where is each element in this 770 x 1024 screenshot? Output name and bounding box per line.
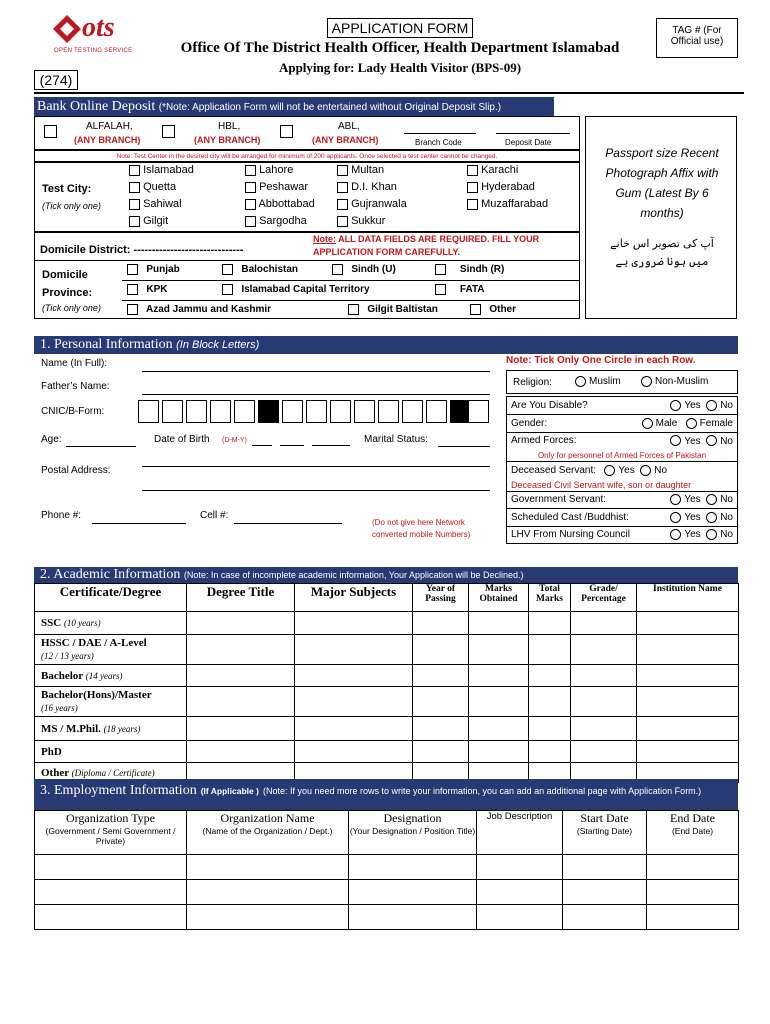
test-center-note: Note: Test Center in the desired city will be arranged for minimum of 200 applicants. Once selected a test center cannot be changed. bbox=[34, 150, 580, 162]
checkbox-icon[interactable] bbox=[129, 165, 140, 176]
armed-no[interactable]: No bbox=[706, 436, 733, 447]
col-major-subjects: Major Subjects bbox=[295, 584, 413, 612]
city-gilgit[interactable]: Gilgit bbox=[129, 215, 168, 227]
logo-text: ots bbox=[82, 12, 115, 43]
row-main: Other bbox=[41, 766, 69, 779]
checkbox-icon[interactable] bbox=[348, 304, 359, 315]
cell[interactable] bbox=[187, 905, 349, 930]
cell[interactable] bbox=[295, 687, 413, 717]
header-title: Job Description bbox=[486, 811, 553, 822]
table-row bbox=[35, 665, 739, 687]
deposit-date-label: Deposit Date bbox=[505, 138, 552, 147]
deceased-no[interactable]: No bbox=[640, 465, 667, 476]
col-certificate: Certificate/Degree bbox=[35, 584, 187, 612]
age-field[interactable] bbox=[66, 446, 136, 447]
disable-yes[interactable]: Yes bbox=[670, 400, 700, 411]
applying-for bbox=[200, 60, 600, 76]
cnic-label: CNIC/B-Form: bbox=[41, 406, 105, 417]
col-org-name bbox=[187, 811, 349, 855]
province-kpk[interactable]: KPK bbox=[127, 284, 167, 295]
armed-label: Armed Forces: bbox=[511, 435, 577, 447]
checkbox-icon[interactable] bbox=[127, 284, 138, 295]
marital-field[interactable] bbox=[438, 446, 490, 447]
col-start-date bbox=[563, 811, 647, 855]
lhv-row bbox=[507, 526, 738, 544]
row-sub: (14 years) bbox=[85, 670, 123, 681]
cell[interactable] bbox=[35, 880, 187, 905]
row-main: Bachelor bbox=[41, 669, 83, 682]
radio-icon[interactable] bbox=[670, 512, 681, 523]
cell[interactable] bbox=[637, 665, 739, 687]
armed-yes[interactable]: Yes bbox=[670, 436, 700, 447]
cell[interactable] bbox=[477, 880, 563, 905]
hbl-branch: (ANY BRANCH) bbox=[194, 135, 261, 145]
religion-non-muslim[interactable]: Non-Muslim bbox=[641, 376, 708, 387]
cell[interactable] bbox=[413, 665, 469, 687]
checkbox-icon[interactable] bbox=[129, 199, 140, 210]
city-muzaffarabad[interactable]: Muzaffarabad bbox=[467, 198, 548, 210]
bank-heading-bar bbox=[34, 97, 554, 116]
city-abbottabad[interactable]: Abbottabad bbox=[245, 198, 315, 210]
col-total: Total Marks bbox=[529, 584, 571, 612]
row-sub: (12 / 13 years) bbox=[41, 650, 94, 661]
checkbox-icon[interactable] bbox=[337, 165, 348, 176]
form-title: APPLICATION FORM bbox=[327, 18, 473, 38]
govt-yes[interactable]: Yes bbox=[670, 494, 700, 505]
radio-icon[interactable] bbox=[670, 494, 681, 505]
row-main: Bachelor(Hons)/Master bbox=[41, 688, 152, 701]
checkbox-icon[interactable] bbox=[129, 182, 140, 193]
checkbox-icon[interactable] bbox=[337, 216, 348, 227]
checkbox-icon[interactable] bbox=[467, 165, 478, 176]
cell[interactable] bbox=[187, 855, 349, 880]
gender-female[interactable]: Female bbox=[686, 418, 733, 429]
checkbox-icon[interactable] bbox=[337, 199, 348, 210]
cell[interactable] bbox=[563, 855, 647, 880]
header-sub: (Name of the Organization / Dept.) bbox=[202, 826, 333, 836]
abl-branch: (ANY BRANCH) bbox=[312, 135, 379, 145]
bank-heading: Bank Online Deposit bbox=[37, 99, 156, 114]
province-gb[interactable]: Gilgit Baltistan bbox=[348, 304, 438, 315]
cnic-grid[interactable] bbox=[138, 400, 490, 424]
tick-note: Note: Tick Only One Circle in each Row. bbox=[506, 355, 696, 366]
employment-title: 3. Employment Information bbox=[40, 783, 197, 798]
dob-format: (D-M-Y) bbox=[222, 437, 247, 444]
cell[interactable] bbox=[413, 741, 469, 763]
phone-label: Phone #: bbox=[41, 510, 82, 521]
row-main: HSSC / DAE / A-Level bbox=[41, 636, 147, 649]
govt-row bbox=[507, 491, 738, 509]
header-sub: (Government / Semi Government / Private) bbox=[45, 826, 176, 846]
radio-icon[interactable] bbox=[706, 512, 717, 523]
header-title: Start Date bbox=[580, 811, 629, 825]
checkbox-icon[interactable] bbox=[129, 216, 140, 227]
city-sargodha[interactable]: Sargodha bbox=[245, 215, 307, 227]
dob-day-line bbox=[252, 445, 272, 446]
domicile-hint: (Tick only one) bbox=[42, 303, 101, 313]
table-row bbox=[35, 612, 739, 635]
cell[interactable] bbox=[529, 687, 571, 717]
header-sub: (Starting Date) bbox=[576, 826, 633, 836]
cell[interactable] bbox=[637, 635, 739, 665]
hbl-checkbox[interactable] bbox=[162, 125, 175, 138]
required-note-prefix: Note: bbox=[313, 234, 336, 244]
branch-code-field[interactable] bbox=[404, 133, 476, 134]
radio-icon[interactable] bbox=[706, 494, 717, 505]
checkbox-icon[interactable] bbox=[467, 182, 478, 193]
post-name: Lady Health Visitor (BPS-09) bbox=[357, 60, 522, 75]
cell[interactable] bbox=[413, 612, 469, 635]
cell[interactable] bbox=[295, 717, 413, 741]
cell[interactable] bbox=[469, 741, 529, 763]
photo-urdu-2: میں ہونا ضروری ہے bbox=[615, 256, 709, 268]
cell[interactable] bbox=[647, 855, 739, 880]
cell[interactable] bbox=[563, 905, 647, 930]
office-title: Office Of The District Health Officer, Health Department Islamabad bbox=[180, 40, 620, 56]
col-end-date bbox=[647, 811, 739, 855]
radio-icon[interactable] bbox=[670, 529, 681, 540]
gender-label: Gender: bbox=[511, 417, 548, 429]
cell[interactable] bbox=[187, 665, 295, 687]
header-title: Organization Type bbox=[65, 811, 156, 825]
hbl-label: HBL, bbox=[218, 121, 241, 132]
tag-box bbox=[656, 18, 738, 58]
header-title: Organization Name bbox=[220, 811, 315, 825]
name-field[interactable] bbox=[142, 371, 490, 372]
cell[interactable] bbox=[469, 635, 529, 665]
row-sub: (18 years) bbox=[103, 723, 141, 734]
cell[interactable] bbox=[35, 905, 187, 930]
required-note-text: ALL DATA FIELDS ARE REQUIRED. FILL YOUR APPLICATION FORM CAREFULLY. bbox=[313, 234, 540, 257]
cell[interactable] bbox=[469, 687, 529, 717]
row-sub: (10 years) bbox=[63, 618, 101, 628]
cell[interactable] bbox=[187, 741, 295, 763]
radio-icon[interactable] bbox=[575, 376, 586, 387]
cell[interactable] bbox=[529, 665, 571, 687]
cell[interactable] bbox=[35, 855, 187, 880]
divider bbox=[34, 260, 580, 261]
gender-male[interactable]: Male bbox=[642, 418, 678, 429]
academic-note: (Note: In case of incomplete academic information, Your Application will be Declined.) bbox=[183, 570, 524, 580]
header-title: End Date bbox=[670, 811, 715, 825]
test-city-hint: (Tick only one) bbox=[42, 201, 101, 211]
province-fata[interactable]: FATA bbox=[435, 284, 485, 295]
postal-field-1[interactable] bbox=[142, 466, 490, 467]
employment-table bbox=[34, 810, 739, 930]
radio-icon[interactable] bbox=[706, 400, 717, 411]
cell[interactable] bbox=[477, 905, 563, 930]
cell[interactable] bbox=[187, 612, 295, 635]
marital-label: Marital Status: bbox=[364, 434, 428, 445]
academic-heading-bar bbox=[34, 567, 738, 583]
cell[interactable] bbox=[571, 635, 637, 665]
cell[interactable] bbox=[571, 612, 637, 635]
table-row bbox=[35, 855, 739, 880]
photo-urdu-1: آپ کی تصویر اس خانے bbox=[610, 238, 714, 250]
cell[interactable] bbox=[413, 635, 469, 665]
col-year: Year of Passing bbox=[413, 584, 469, 612]
checkbox-icon[interactable] bbox=[127, 264, 138, 275]
checkbox-icon[interactable] bbox=[222, 264, 233, 275]
dob-label: Date of Birth bbox=[154, 434, 210, 445]
radio-icon[interactable] bbox=[642, 418, 653, 429]
radio-icon[interactable] bbox=[640, 465, 651, 476]
city-sahiwal[interactable]: Sahiwal bbox=[129, 198, 182, 210]
cnic-boxes[interactable] bbox=[138, 400, 490, 424]
father-field[interactable] bbox=[142, 394, 490, 395]
checkbox-icon[interactable] bbox=[127, 304, 138, 315]
radio-icon[interactable] bbox=[706, 529, 717, 540]
cell[interactable] bbox=[349, 905, 477, 930]
abl-label: ABL, bbox=[338, 121, 360, 132]
applying-label: Applying for: bbox=[278, 60, 355, 75]
name-label: Name (In Full): bbox=[41, 358, 108, 369]
religion-row bbox=[506, 370, 738, 394]
armed-note: Only for personnel of Armed Forces of Pakistan bbox=[507, 450, 738, 462]
header-rule bbox=[34, 92, 744, 94]
domicile-district-field[interactable]: ------------------------------ bbox=[133, 244, 244, 256]
city-multan[interactable]: Multan bbox=[337, 164, 384, 176]
divider bbox=[122, 300, 580, 301]
cell[interactable] bbox=[529, 741, 571, 763]
employment-applicable: (If Applicable ) bbox=[200, 786, 259, 796]
domicile-district bbox=[40, 244, 243, 256]
cell[interactable] bbox=[413, 687, 469, 717]
cell[interactable] bbox=[529, 717, 571, 741]
city-karachi[interactable]: Karachi bbox=[467, 164, 518, 176]
abl-checkbox[interactable] bbox=[280, 125, 293, 138]
father-label: Father’s Name: bbox=[41, 381, 110, 392]
checkbox-icon[interactable] bbox=[435, 264, 446, 275]
deceased-yes[interactable]: Yes bbox=[604, 465, 634, 476]
checkbox-icon[interactable] bbox=[470, 304, 481, 315]
cell[interactable] bbox=[469, 665, 529, 687]
cell[interactable] bbox=[187, 717, 295, 741]
cell[interactable] bbox=[295, 665, 413, 687]
cell[interactable] bbox=[529, 635, 571, 665]
domicile-district-label: Domicile District: bbox=[40, 244, 131, 256]
disable-row bbox=[507, 397, 738, 415]
province-ict[interactable]: Islamabad Capital Territory bbox=[222, 284, 370, 295]
province-other[interactable]: Other bbox=[470, 304, 516, 315]
post-code: (274) bbox=[34, 70, 78, 90]
network-note: (Do not give here Network converted mobile Numbers) bbox=[372, 518, 471, 539]
test-city-label: Test City: bbox=[42, 183, 92, 195]
personal-heading-bar bbox=[34, 336, 738, 354]
checkbox-icon[interactable] bbox=[245, 165, 256, 176]
cell[interactable] bbox=[647, 905, 739, 930]
col-institution: Institution Name bbox=[637, 584, 739, 612]
city-gujranwala[interactable]: Gujranwala bbox=[337, 198, 407, 210]
lhv-label: LHV From Nursing Council bbox=[511, 529, 630, 541]
checkbox-icon[interactable] bbox=[337, 182, 348, 193]
table-row bbox=[35, 741, 739, 763]
cell[interactable] bbox=[637, 612, 739, 635]
table-row bbox=[35, 880, 739, 905]
cell[interactable] bbox=[571, 717, 637, 741]
row-sub: (16 years) bbox=[41, 702, 78, 713]
col-degree-title: Degree Title bbox=[187, 584, 295, 612]
religion-muslim[interactable]: Muslim bbox=[575, 376, 621, 387]
checkbox-icon[interactable] bbox=[245, 199, 256, 210]
cell[interactable] bbox=[413, 717, 469, 741]
alfalah-label: ALFALAH, bbox=[86, 121, 133, 132]
logo-mark-icon bbox=[52, 14, 82, 44]
checkbox-icon[interactable] bbox=[222, 284, 233, 295]
checkbox-icon[interactable] bbox=[332, 264, 343, 275]
province-balochistan[interactable]: Balochistan bbox=[222, 264, 298, 275]
postal-field-2[interactable] bbox=[142, 490, 490, 491]
col-org-type bbox=[35, 811, 187, 855]
govt-label: Government Servant: bbox=[511, 494, 607, 506]
disable-no[interactable]: No bbox=[706, 400, 733, 411]
gender-row bbox=[507, 415, 738, 433]
cell[interactable] bbox=[187, 635, 295, 665]
alfalah-branch: (ANY BRANCH) bbox=[74, 135, 141, 145]
city-lahore[interactable]: Lahore bbox=[245, 164, 293, 176]
cell-label: Cell #: bbox=[200, 510, 229, 521]
cell[interactable] bbox=[187, 880, 349, 905]
cell[interactable] bbox=[637, 687, 739, 717]
caste-row bbox=[507, 509, 738, 527]
city-islamabad[interactable]: Islamabad bbox=[129, 164, 194, 176]
cell[interactable] bbox=[637, 741, 739, 763]
cell[interactable] bbox=[187, 687, 295, 717]
radio-icon[interactable] bbox=[670, 435, 681, 446]
attributes-table bbox=[506, 396, 738, 544]
cell[interactable] bbox=[349, 880, 477, 905]
divider bbox=[122, 280, 580, 281]
employment-heading-bar bbox=[34, 779, 738, 810]
province-sindh-u[interactable]: Sindh (U) bbox=[332, 264, 396, 275]
branch-code-label: Branch Code bbox=[415, 138, 462, 147]
cell[interactable] bbox=[529, 612, 571, 635]
photo-box bbox=[585, 116, 737, 319]
header-title: Designation bbox=[383, 811, 442, 825]
cell[interactable] bbox=[571, 687, 637, 717]
cell[interactable] bbox=[349, 855, 477, 880]
city-hyderabad[interactable]: Hyderabad bbox=[467, 181, 535, 193]
age-label: Age: bbox=[41, 434, 62, 445]
radio-icon[interactable] bbox=[670, 400, 681, 411]
caste-label: Scheduled Cast /Buddhist: bbox=[511, 511, 629, 523]
city-quetta[interactable]: Quetta bbox=[129, 181, 176, 193]
province-punjab[interactable]: Punjab bbox=[127, 264, 180, 275]
postal-label: Postal Address: bbox=[41, 465, 111, 476]
deceased-note: Deceased Civil Servant wife, son or daughter bbox=[507, 479, 738, 491]
personal-subtitle: (In Block Letters) bbox=[176, 339, 260, 351]
city-peshawar[interactable]: Peshawar bbox=[245, 181, 308, 193]
lhv-no[interactable]: No bbox=[706, 529, 733, 540]
photo-instructions: Passport size Recent Photograph Affix with Gum (Latest By 6 months) bbox=[605, 146, 719, 220]
deceased-row bbox=[507, 462, 738, 480]
col-job-description bbox=[477, 811, 563, 855]
radio-icon[interactable] bbox=[641, 376, 652, 387]
table-row bbox=[35, 905, 739, 930]
disable-label: Are You Disable? bbox=[511, 399, 588, 411]
caste-no[interactable]: No bbox=[706, 512, 733, 523]
radio-icon[interactable] bbox=[706, 435, 717, 446]
checkbox-icon[interactable] bbox=[245, 182, 256, 193]
cell[interactable] bbox=[563, 880, 647, 905]
col-grade: Grade/ Percentage bbox=[571, 584, 637, 612]
logo-tagline: OPEN TESTING SERVICE bbox=[54, 48, 133, 54]
cell[interactable] bbox=[295, 612, 413, 635]
govt-no[interactable]: No bbox=[706, 494, 733, 505]
phone-field[interactable] bbox=[92, 523, 186, 524]
academic-title: 2. Academic Information bbox=[40, 567, 181, 582]
province-ajk[interactable]: Azad Jammu and Kashmir bbox=[127, 304, 271, 315]
dob-year-line bbox=[312, 445, 350, 446]
cell-field[interactable] bbox=[234, 523, 342, 524]
caste-yes[interactable]: Yes bbox=[670, 512, 700, 523]
religion-label: Religion: bbox=[513, 377, 552, 388]
header-sub: (Your Designation / Position Title) bbox=[349, 826, 476, 836]
required-note bbox=[313, 233, 553, 259]
dob-month-line bbox=[280, 445, 304, 446]
row-main: MS / M.Phil. bbox=[41, 722, 101, 735]
deceased-label: Deceased Servant: bbox=[511, 465, 597, 477]
armed-row bbox=[507, 432, 738, 450]
cell[interactable] bbox=[571, 741, 637, 763]
row-main: SSC bbox=[41, 617, 62, 629]
checkbox-icon[interactable] bbox=[467, 199, 478, 210]
cell[interactable] bbox=[469, 612, 529, 635]
col-designation bbox=[349, 811, 477, 855]
city-di-khan[interactable]: D.I. Khan bbox=[337, 181, 397, 193]
checkbox-icon[interactable] bbox=[245, 216, 256, 227]
ots-logo bbox=[52, 14, 142, 60]
tag-label: TAG # (For Official use) bbox=[670, 25, 724, 47]
row-main: PhD bbox=[41, 745, 62, 758]
deposit-date-field[interactable] bbox=[496, 133, 570, 134]
academic-table bbox=[34, 583, 739, 783]
lhv-yes[interactable]: Yes bbox=[670, 529, 700, 540]
row-sub: (Diploma / Certificate) bbox=[71, 767, 155, 778]
province-sindh-r[interactable]: Sindh (R) bbox=[435, 264, 504, 275]
alfalah-checkbox[interactable] bbox=[44, 125, 57, 138]
cell[interactable] bbox=[295, 635, 413, 665]
col-marks: Marks Obtained bbox=[469, 584, 529, 612]
radio-icon[interactable] bbox=[604, 465, 615, 476]
table-row bbox=[35, 717, 739, 741]
cell[interactable] bbox=[637, 717, 739, 741]
city-sukkur[interactable]: Sukkur bbox=[337, 215, 385, 227]
radio-icon[interactable] bbox=[686, 418, 697, 429]
table-row bbox=[35, 635, 739, 665]
personal-title: 1. Personal Information bbox=[40, 337, 173, 352]
table-row bbox=[35, 687, 739, 717]
header-sub: (End Date) bbox=[671, 826, 714, 836]
checkbox-icon[interactable] bbox=[435, 284, 446, 295]
cell[interactable] bbox=[477, 855, 563, 880]
cell[interactable] bbox=[295, 741, 413, 763]
cell[interactable] bbox=[647, 880, 739, 905]
bank-note: (*Note: Application Form will not be entertained without Original Deposit Slip.) bbox=[158, 102, 502, 113]
cell[interactable] bbox=[469, 717, 529, 741]
cell[interactable] bbox=[571, 665, 637, 687]
employment-note: (Note: If you need more rows to write your information, you can add an additional page with Application Form.) bbox=[262, 786, 702, 796]
domicile-province-label: Domicile Province: bbox=[42, 269, 93, 299]
